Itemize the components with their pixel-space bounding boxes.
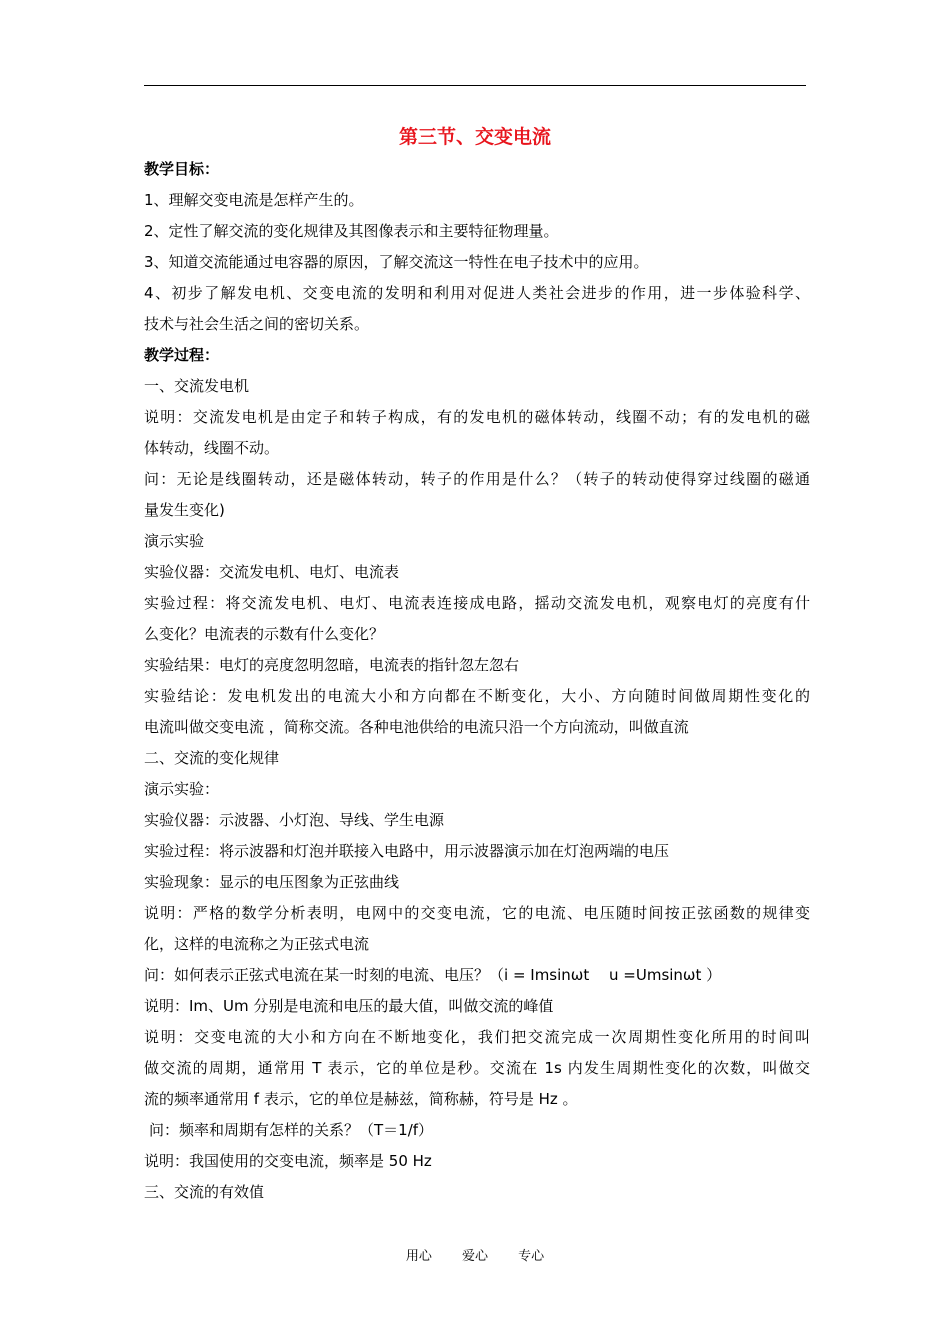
text-line: 流的频率通常用 f 表示，它的单位是赫兹，简称赫，符号是 Hz 。 [144,1090,578,1108]
section-heading: 二、交流的变化规律 [144,749,280,767]
text-line: 量发生变化) [144,501,225,519]
section-heading: 一、交流发电机 [144,377,250,395]
footer-text: 专心 [518,1249,545,1264]
formula-line: 问：如何表示正弦式电流在某一时刻的电流、电压？（i = Imsinωt u =Umsinωt ） [144,966,722,984]
text-line: 演示实验 [144,532,205,550]
text-line: 实验仪器：交流发电机、电灯、电流表 [144,563,400,581]
section-heading: 三、交流的有效值 [144,1183,265,1201]
text-line: 实验仪器：示波器、小灯泡、导线、学生电源 [144,811,445,829]
text-line: 实验现象：显示的电压图象为正弦曲线 [144,873,400,891]
text-line: 说明：交流发电机是由定子和转子构成，有的发电机的磁体转动，线圈不动；有的发电机的磁 [144,408,810,426]
text-line: 电流叫做交变电流 ，简称交流。各种电池供给的电流只沿一个方向流动，叫做直流 [144,718,689,736]
header-rule [144,85,806,86]
document-body [144,154,810,1208]
text-line: 做交流的周期，通常用 T 表示，它的单位是秒。交流在 1s 内发生周期性变化的次数，叫做交 [144,1059,810,1077]
document-title: 第三节、交变电流 [398,126,551,148]
text-line: 实验结论：发电机发出的电流大小和方向都在不断变化，大小、方向随时间做周期性变化的 [144,687,810,705]
goal-line: 4、初步了解发电机、交变电流的发明和利用对促进人类社会进步的作用，进一步体验科学、 [144,284,810,302]
text-line: 化，这样的电流称之为正弦式电流 [144,935,370,953]
text-line: 问：频率和周期有怎样的关系？（T＝1/f） [149,1121,434,1139]
text-line: 实验结果：电灯的亮度忽明忽暗，电流表的指针忽左忽右 [144,656,520,674]
process-heading: 教学过程： [144,346,220,364]
goal-line: 1、理解交变电流是怎样产生的。 [144,191,364,209]
text-line: 体转动，线圈不动。 [144,439,280,457]
goal-line: 2、定性了解交流的变化规律及其图像表示和主要特征物理量。 [144,222,559,240]
footer-text: 爱心 [461,1249,488,1264]
text-line: 问：无论是线圈转动，还是磁体转动，转子的作用是什么？（转子的转动使得穿过线圈的磁通 [144,470,810,488]
goal-line: 3、知道交流能通过电容器的原因，了解交流这一特性在电子技术中的应用。 [144,253,649,271]
goals-heading: 教学目标： [144,160,220,178]
text-line: 演示实验： [144,780,220,798]
footer-text: 用心 [405,1249,432,1264]
goal-line: 技术与社会生活之间的密切关系。 [144,315,370,333]
text-line: 么变化？电流表的示数有什么变化？ [144,625,385,643]
text-line: 实验过程：将示波器和灯泡并联接入电路中，用示波器演示加在灯泡两端的电压 [144,842,670,860]
page-footer [144,1246,806,1268]
text-line: 说明：严格的数学分析表明，电网中的交变电流，它的电流、电压随时间按正弦函数的规律变 [144,904,810,922]
text-line: 说明：交变电流的大小和方向在不断地变化，我们把交流完成一次周期性变化所用的时间叫 [144,1028,810,1046]
text-line: 说明：我国使用的交变电流，频率是 50 Hz [144,1152,432,1170]
text-line: 说明：Im、Um 分别是电流和电压的最大值，叫做交流的峰值 [144,997,554,1015]
text-line: 实验过程：将交流发电机、电灯、电流表连接成电路，摇动交流发电机，观察电灯的亮度有什 [144,594,810,612]
